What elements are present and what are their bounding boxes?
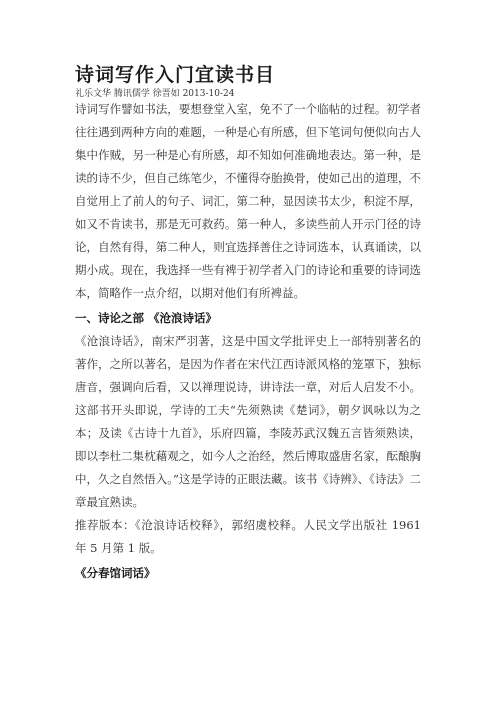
section-paragraph-canglang: 《沧浪诗话》，南宋严羽著，这是中国文学批评史上一部特别著名的著作，之所以著名，是因为作者在宋代江西诗派风格的笼罩下，独标唐音，强调向后看，又以禅理说诗，讲诗法一章，对后人启发不小。这部书开头即说，学诗的工夫“先须熟读《楚词》，朝夕讽咏以为之本；及读《古诗十九首》，乐府四篇，李陵苏武汉魏五言皆须熟读，即以李杜二集枕藉观之，如今人之治经，然后博取盛唐名家，酝酿胸中，久之自然悟入。”这是学诗的正眼法藏。该书《诗辨》、《诗法》二章最宜熟读。 xyxy=(75,334,421,509)
article-body xyxy=(75,98,421,585)
document-title: 诗词写作入门宜读书目 xyxy=(75,64,276,86)
intro-paragraph: 诗词写作譬如书法，要想登堂入室，免不了一个临帖的过程。初学者往往遇到两种方向的难题，一种是心有所感，但下笔词句便似向古人集中作贼，另一种是心有所感，却不知如何准确地表达。第一种，是读的诗不少，但自己练笔少，不懂得夺胎换骨，使如己出的道理，不自觉用上了前人的句子、词汇，第二种，显因读书太少，积淀不厚，如又不肯读书，那是无可救药。第一种人，多读些前人开示门径的诗论，自然有得，第二种人，则宜选择善住之诗词选本，认真诵读，以期小成。现在，我选择一些有裨于初学者入门的诗论和重要的诗词选本，简略作一点介绍，以期对他们有所裨益。 xyxy=(75,102,421,300)
section-heading-poetics: 一、诗论之部 《沧浪诗话》 xyxy=(75,311,218,325)
article-byline: 礼乐文华 腾讯儒学 徐晋如 2013-10-24 xyxy=(75,89,235,99)
recommended-edition: 推荐版本：《沧浪诗话校释》，郭绍虞校释。人民文学出版社 1961 年 5 月第 1 版。 xyxy=(75,518,421,555)
section-heading-fenchunguan: 《分春馆词话》 xyxy=(75,566,156,580)
